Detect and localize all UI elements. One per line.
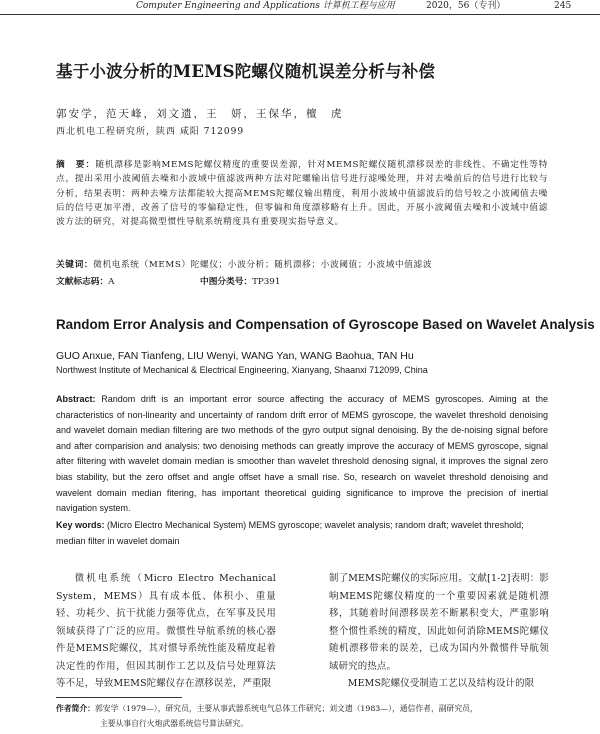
chinese-keywords — [56, 258, 548, 270]
english-abstract-label: Abstract: — [56, 394, 96, 404]
footnote-text-1: 郭安学（1979—），研究员，主要从事武器系统电气总体工作研究；刘文遗（1983—），通信作者，副研究员， — [94, 704, 478, 713]
footnote-line-2: 主要从事自行火炮武器系统信号算法研究。 — [100, 719, 249, 728]
document-code-value: A — [108, 277, 115, 287]
clc-label: 中图分类号： — [200, 277, 253, 287]
year-issue: 2020，56（专刊） — [426, 1, 506, 11]
clc-number — [200, 275, 280, 287]
document-code-label: 文献标志码： — [56, 277, 109, 287]
english-abstract — [56, 392, 548, 517]
chinese-keywords-text: 微机电系统（MEMS）陀螺仪；小波分析；随机漂移；小波阈值；小波域中值滤波 — [93, 260, 433, 270]
document-code — [56, 275, 114, 287]
author-footnote — [56, 701, 548, 731]
english-title: Random Error Analysis and Compensation of Gyroscope Based on Wavelet Analysis — [56, 317, 595, 332]
running-header — [0, 0, 600, 15]
chinese-affiliation: 西北机电工程研究所，陕西 咸阳 712099 — [56, 127, 245, 137]
footnote-divider — [56, 697, 182, 698]
english-keywords-label: Key words: — [56, 520, 105, 530]
english-keywords-text: (Micro Electro Mechanical System) MEMS gyroscope; wavelet analysis; random draft; wavelet threshold; median filter in wavelet domain — [56, 520, 524, 546]
body-right-paragraph-2: MEMS陀螺仪受制造工艺以及结构设计的限 — [347, 678, 535, 689]
english-keywords — [56, 518, 548, 549]
english-affiliation: Northwest Institute of Mechanical & Electrical Engineering, Xianyang, Shaanxi 712099, China — [56, 365, 428, 375]
chinese-abstract-text: 随机漂移是影响MEMS陀螺仪精度的重要误差源，针对MEMS陀螺仪随机漂移误差的非线性、不确定性等特点，提出采用小波阈值去噪和小波域中值滤波两种方法对陀螺输出信号进行滤噪处理，并对去噪前后的信号进行比较与分析，结果表明：两种去噪方法都能较大提高MEMS陀螺仪输出精度，利用小波域中值滤波后的信号较之小波阈值去噪后的信号更加平滑，改善了信号的零偏稳定性，但零偏和角度漂移略有上升。因此，开展小波阈值去噪和小波域中值滤波方法的研究，对提高微型惯性导航系统精度具有重要现实指导意义。 — [56, 160, 548, 228]
chinese-keywords-label: 关键词： — [56, 260, 94, 270]
chinese-title: 基于小波分析的MEMS陀螺仪随机误差分析与补偿 — [56, 62, 436, 81]
journal-name: Computer Engineering and Applications 计算机工程与应用 — [136, 1, 395, 11]
footnote-label: 作者简介： — [56, 704, 95, 713]
clc-value: TP391 — [252, 277, 281, 287]
body-right-column — [329, 570, 549, 693]
footnote-line-1 — [56, 701, 548, 716]
english-abstract-text: Random drift is an important error source affecting the accuracy of MEMS gyroscopes. Aiming at the characteristics of non-linearity and uncertainty of random drift error of MEMS gyroscope, the wavelet threshold denoising and wavelet domain median filtering are two methods of the gyro output signal denoising. By the de-noising signal before and after comparision and analysis: two denoising methods can greatly improve the accuracy of MEMS gyroscope, signal after filtering with wavelet domain median is smoother than wavelet threshold denosing signal, it improves the signal zero bias stability, but the zero offset and angle offset have a small rise. So, research on wavelet threshold denoising and wavelent domain median fitering, has important theoretical guiding significance to improve the precision of inertial navigation system. — [56, 394, 548, 514]
english-authors: GUO Anxue, FAN Tianfeng, LIU Wenyi, WANG Yan, WANG Baohua, TAN Hu — [56, 350, 414, 362]
chinese-abstract — [56, 158, 548, 229]
page-number: 245 — [554, 1, 572, 11]
body-right-paragraph-1: 制了MEMS陀螺仪的实际应用。文献[1-2]表明：影响MEMS陀螺仪精度的一个重要因素就是随机漂移，其随着时间漂移误差不断累积变大，严重影响整个惯性系统的精度，因此如何消除MEMS陀螺仪随机漂移带来的误差，已成为国内外微惯件导航领域研究的热点。 — [329, 573, 549, 672]
body-left-column: 微机电系统（Micro Electro Mechanical System，MEMS）具有成本低、体积小、重量轻、功耗少、抗干扰能力强等优点，在军事及民用领域获得了广泛的应用。微惯性导航系统的核心器件是MEMS陀螺仪，其对惯导系统性能及精度起着决定性的作用，但因其制作工艺以及信号处理算法等不足，导致MEMS陀螺仪存在漂移误差，严重限 — [56, 573, 276, 689]
chinese-authors: 郭安学，范天峰，刘文遗，王 妍，王保华，檀 虎 — [56, 108, 344, 120]
chinese-abstract-label: 摘 要： — [56, 160, 96, 170]
